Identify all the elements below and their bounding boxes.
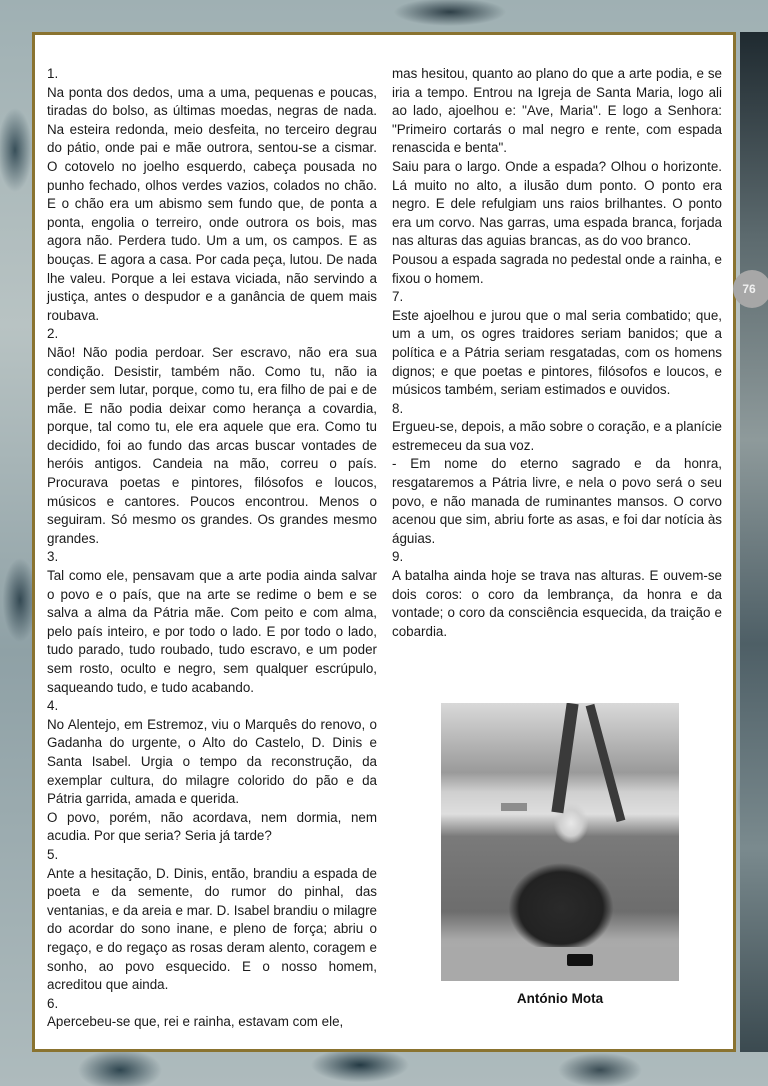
- section-number: 8.: [392, 400, 404, 416]
- paragraph: No Alentejo, em Estremoz, viu o Marquês do renovo, o Gadanha do urgente, o Alto do Castelo, D. Dinis e Santa Isabel. Urgia o tempo da reconstrução, da exemplar cultura, do milagre colorido do pão e da Pátria garrida, amada e querida.: [47, 716, 377, 807]
- article-panel: [32, 32, 736, 1052]
- paragraph: A batalha ainda hoje se trava nas alturas. E ouvem-se dois coros: o coro da lembrança, da honra e da vontade; o coro da consciência esquecida, da traição e cobardia.: [392, 568, 722, 639]
- paragraph: mas hesitou, quanto ao plano do que a arte podia, e se iria a tempo. Entrou na Igreja de Santa Maria, logo ali ao lado, ajoelhou e: "Ave, Maria". E logo a Senhora: "Primeiro cortarás o mal negro e rente, com espada renascida e benta".: [392, 66, 722, 156]
- phone: [567, 954, 593, 966]
- decorative-side-strip: [740, 32, 768, 1052]
- paragraph: Na ponta dos dedos, uma a uma, pequenas e poucas, tiradas do bolso, as últimas moedas, negras de nada. Na esteira redonda, meio desfeita, no terceiro degrau do pátio, onde pai e mãe outrora, sentou-se a cismar. O cotovelo no joelho esquerdo, cabeça pousada no punho fechado, olhos verdes vazios, colados no chão. E o chão era um abismo sem fundo que, de ponta a ponta, engolia o terreiro, onde outrora os bois, mas agora não. Perdera tudo. Um a um, os campos. E as bouças. E agora a casa. Por cada peça, lutou. De nada lhe valeu. Porque a lei estava viciada, não servindo a justiça, antes o despudor e a ganância de quem mais roubava.: [47, 84, 377, 323]
- right-column: [392, 65, 722, 641]
- tree-trunk: [586, 704, 626, 822]
- paragraph: Saiu para o largo. Onde a espada? Olhou o horizonte. Lá muito no alto, a ilusão dum ponto. O ponto era negro. E dele refulgiam uns raios brilhantes. O ponto era um corvo. Nas garras, uma espada branca, forjada nas alturas das aguias brancas, as do voo branco.: [392, 158, 722, 249]
- stone-table-top: [441, 947, 679, 981]
- paragraph: Pousou a espada sagrada no pedestal onde a rainha, e fixou o homem.: [392, 251, 722, 286]
- tree-trunk: [551, 703, 578, 813]
- paragraph: Não! Não podia perdoar. Ser escravo, não era sua condição. Desistir, também não. Como tu, não ia perder sem lutar, porque, como tu, era filho de pai e de mãe. E não podia deixar como herança a covardia, porque, tal como tu, ele era aquele que era. Como tu decidido, foi ao fundo das arcas buscar vontades de heróis antigos. Candeia na mão, correu o país. Procurava poetas e pintores, filósofos e loucos, músicos e cantores. Poucos encontrou. Menos o seguiram. Só mesmo os grandes. Os grandes mesmo grandes.: [47, 344, 377, 546]
- paragraph: Este ajoelhou e jurou que o mal seria combatido; que, um a um, os ogres traidores seriam banidos; que a política e a Pátria seriam resgatadas, com os homens dignos; e que poetas e pintores, filósofos e loucos, e músicos também, seriam estimados e ouvidos.: [392, 307, 722, 398]
- page-number-badge: 76: [733, 270, 768, 308]
- section-number: 5.: [47, 846, 59, 862]
- paragraph: Ergueu-se, depois, a mão sobre o coração, e a planície estremeceu da sua voz.: [392, 419, 722, 453]
- section-number: 4.: [47, 698, 59, 714]
- left-column: [47, 65, 377, 1032]
- photo-caption: António Mota: [516, 991, 604, 1006]
- paragraph: Apercebeu-se que, rei e rainha, estavam com ele,: [47, 1014, 344, 1030]
- section-number: 2.: [47, 326, 59, 342]
- section-number: 3.: [47, 549, 59, 565]
- stone-table: [501, 803, 527, 811]
- section-number: 7.: [392, 289, 404, 305]
- paragraph: - Em nome do eterno sagrado e da honra, resgataremos a Pátria livre, e nela o povo será o seu povo, e não manada de ruminantes mansos. O corvo acenou que sim, abriu forte as asas, e foi dar notícia às águias.: [392, 456, 722, 546]
- paragraph: Ante a hesitação, D. Dinis, então, brandiu a espada de poeta e da semente, do rumor do pinhal, das ventanias, e da areia e mar. D. Isabel brandiu o milagre do acordar do sono inane, e pleno de força; abriu o regaço, e do regaço as rosas deram alento, coragem e sonho, ao povo esquecido. E o nosso homem, acreditou que ainda.: [47, 865, 377, 993]
- section-number: 6.: [47, 995, 59, 1011]
- author-photo: [441, 703, 679, 981]
- section-number: 9.: [392, 549, 404, 565]
- paragraph: Tal como ele, pensavam que a arte podia ainda salvar o povo e o país, que na arte se redime o bem e se salva a alma da Pátria mãe. Com peito e com alma, pelo país inteiro, e por todo o lado. E por todo o lado, tudo parado, tudo roubado, tudo escravo, e um poder sem rosto, oculto e negro, sem qualquer escrúpulo, saqueando tudo, e tudo acabando.: [47, 568, 377, 695]
- paragraph: O povo, porém, não acordava, nem dormia, nem acudia. Por que seria? Seria já tarde?: [47, 809, 377, 844]
- section-number: 1.: [47, 66, 59, 81]
